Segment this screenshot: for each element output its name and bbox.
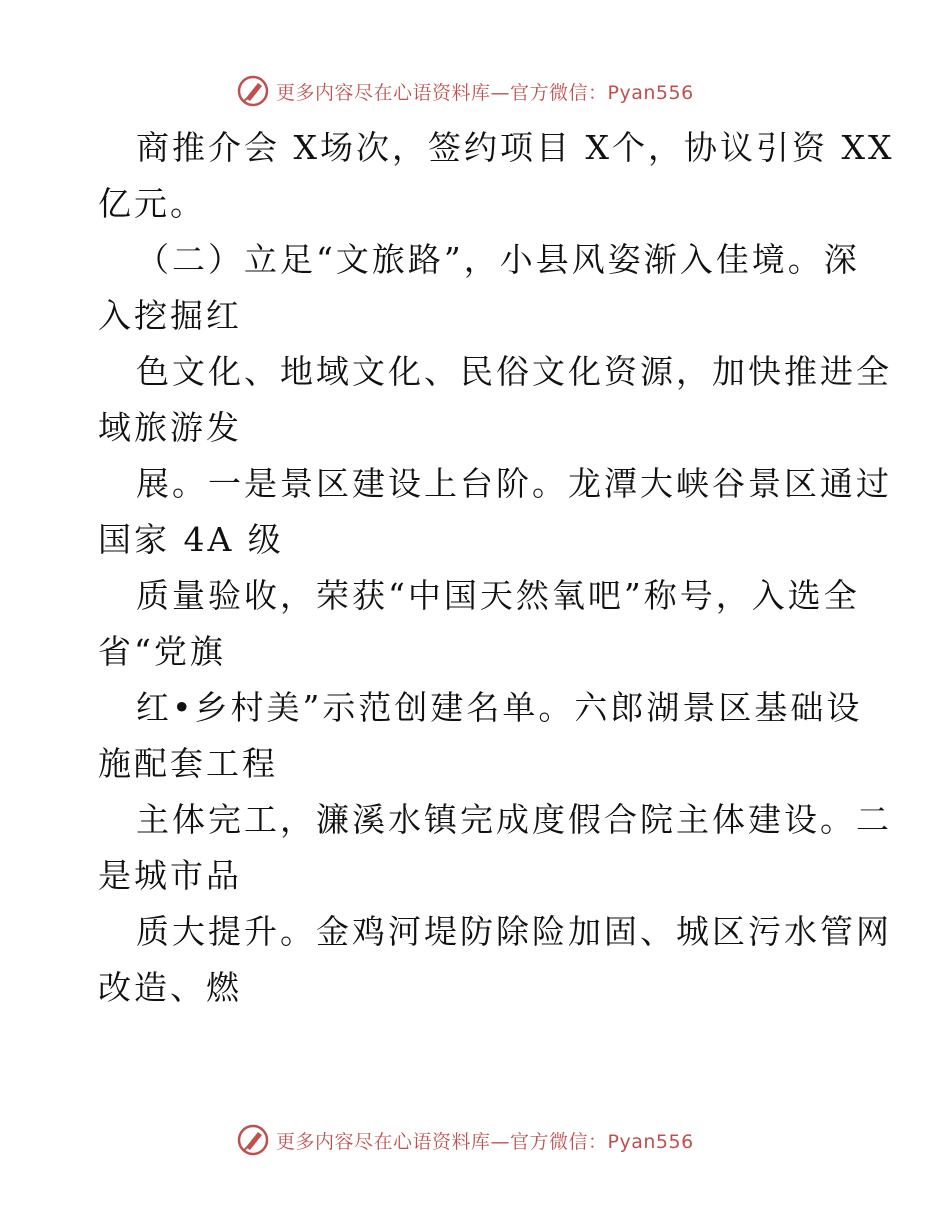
- document-body: [98, 120, 895, 1016]
- text-line: 亿元。: [98, 184, 206, 223]
- text-line: 域旅游发: [98, 408, 242, 447]
- text-line: 商推介会 X场次，签约项目 X个，协议引资 XX: [136, 128, 895, 167]
- text-line: 国家 4A 级: [98, 520, 284, 559]
- text-line: 是城市品: [98, 856, 242, 895]
- text-line: 省“党旗: [98, 632, 226, 671]
- text-line: 质大提升。金鸡河堤防除险加固、城区污水管网: [136, 912, 892, 951]
- watermark-header: [236, 73, 694, 109]
- text-line: 主体完工，濂溪水镇完成度假合院主体建设。二: [136, 800, 892, 839]
- text-line: 质量验收，荣获“中国天然氧吧”称号，入选全: [136, 576, 860, 615]
- text-line: 展。一是景区建设上台阶。龙潭大峡谷景区通过: [136, 464, 892, 503]
- brush-logo-icon: [236, 74, 270, 108]
- text-line: 红•乡村美”示范创建名单。六郎湖景区基础设: [136, 688, 863, 727]
- watermark-text: 更多内容尽在心语资料库—官方微信：Pyan556: [276, 1130, 694, 1153]
- text-line: 入挖掘红: [98, 296, 242, 335]
- text-line: 改造、燃: [98, 968, 242, 1007]
- watermark-footer: [236, 1122, 694, 1158]
- text-line: （二）立足“文旅路”，小县风姿渐入佳境。深: [136, 240, 860, 279]
- brush-logo-icon: [236, 1123, 270, 1157]
- text-line: 施配套工程: [98, 744, 278, 783]
- watermark-text: 更多内容尽在心语资料库—官方微信：Pyan556: [276, 81, 694, 104]
- text-line: 色文化、地域文化、民俗文化资源，加快推进全: [136, 352, 892, 391]
